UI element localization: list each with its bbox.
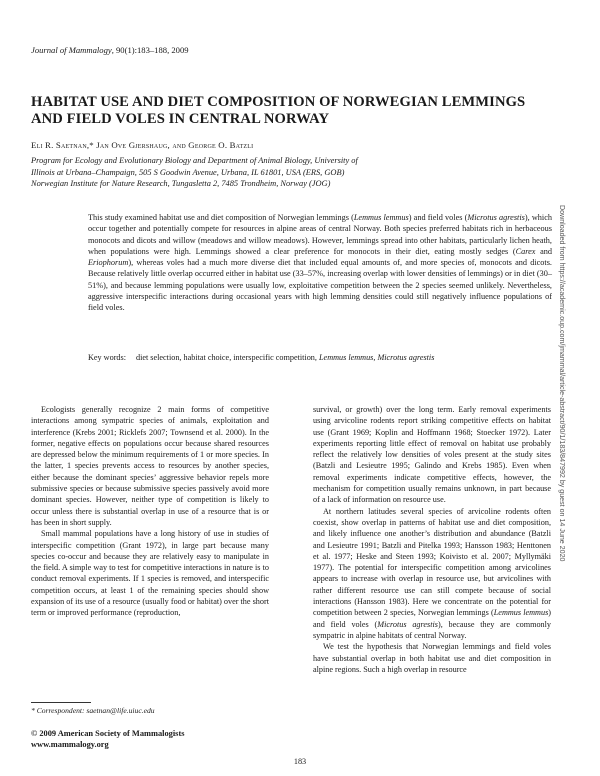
affiliation-line: Program for Ecology and Evolutionary Biology and Department of Animal Biology, University of bbox=[31, 156, 358, 165]
genus-name: Carex bbox=[515, 246, 536, 256]
keywords bbox=[88, 353, 552, 362]
genus-name: Eriophorum bbox=[88, 258, 129, 268]
body-text: At northern latitudes several species of arvicoline rodents often coexist, show overlap in patterns of habitat use and diet composition, and likely influence one another’s distribution and abundance (Batzli and Lesieutre 1991; Batzli and Pitelka 1993; Hansson 1983; Henttonen et al. 1977; Heske and Steen 1993; Koivisto et al. 2007; Myllymäki 1977). The potential for interspecific competition among arvicolines appears to increase with overlap in resource use, but arvicolines with rather different resource use can still compete because of social interactions (Hansson 1983). Here we concentrate on the potential for competition between 2 species, Norwegian lemmings ( bbox=[313, 506, 551, 618]
affiliations bbox=[31, 155, 551, 190]
society-website: www.mammalogy.org bbox=[31, 740, 109, 749]
keywords-text: diet selection, habitat choice, interspecific competition, bbox=[135, 353, 319, 362]
keyword-species: Lemmus lemmus bbox=[319, 353, 374, 362]
body-text: ) and field voles ( bbox=[313, 608, 551, 629]
abstract-text: and bbox=[535, 246, 552, 256]
species-name: Lemmus lemmus bbox=[493, 608, 549, 618]
correspondent-footnote: * Correspondent: saetnan@life.uiuc.edu bbox=[31, 706, 155, 715]
affiliation-line: Illinois at Urbana–Champaign, 505 S Goodwin Avenue, Urbana, IL 61801, USA (ERS, GOB) bbox=[31, 167, 345, 177]
body-paragraph: survival, or growth) over the long term. Early removal experiments using arvicoline rodents report striking competitive effects on habitat use (Grant 1969; Koplin and Hoffmann 1968; Stoecker 1972). Later experiments reporting little effect of removal on habitat use probably reflect the relatively low densities of voles present at the study sites (Batzli and Lesieutre 1995; Galindo and Krebs 1985). Even when removal experiments indicate competitive effects, however, the mechanism for competition usually remains unknown, in part because of a lack of information on resource use. bbox=[313, 405, 551, 505]
abstract-text: ) and field voles ( bbox=[408, 213, 468, 222]
journal-reference bbox=[31, 45, 189, 55]
authors-text: Eli R. Saetnan,* Jan Ove Gjershaug, and George O. Batzli bbox=[31, 140, 254, 150]
body-column-left bbox=[31, 404, 269, 619]
journal-issue: , 90(1):183–188, 2009 bbox=[111, 45, 189, 55]
keywords-label: Key words: bbox=[88, 353, 126, 362]
keyword-species: Microtus agrestis bbox=[377, 353, 435, 362]
body-paragraph bbox=[313, 506, 551, 642]
body-paragraph: We test the hypothesis that Norwegian lemmings and field voles have substantial overlap in both habitat use and diet composition in alpine regions. Such a high overlap in resource bbox=[313, 642, 551, 674]
author-list bbox=[31, 140, 253, 150]
abstract-text: ), whereas voles had a much more diverse diet that included equal amounts of, and more species of, monocots and dicots. Because relatively little overlap occurred either in habitat use (33–57%, increasing overlap with lower densities of lemmings) or in diet (30–51%), and because lemming populations were usually low, exploitative competition between the 2 species seemed unlikely. Nevertheless, aggressive interspecific interactions during occasional years with high lemming densities could still negatively influence populations of field voles. bbox=[88, 258, 552, 313]
species-name: Lemmus lemmus bbox=[353, 213, 409, 222]
species-name: Microtus agrestis bbox=[377, 619, 438, 629]
affiliation-line: Norwegian Institute for Nature Research, Tungasletta 2, 7485 Trondheim, Norway (JOG) bbox=[31, 179, 331, 189]
species-name: Microtus agrestis bbox=[467, 213, 525, 222]
footnote-divider bbox=[31, 702, 91, 703]
abstract bbox=[88, 212, 552, 314]
article-title: HABITAT USE AND DIET COMPOSITION OF NORWEGIAN LEMMINGS AND FIELD VOLES IN CENTRAL NORWAY bbox=[31, 94, 526, 127]
copyright-line: © 2009 American Society of Mammalogists bbox=[31, 729, 185, 738]
page-number: 183 bbox=[293, 757, 307, 766]
keywords-separator: , bbox=[373, 353, 378, 362]
copyright-block bbox=[31, 728, 185, 750]
body-column-right bbox=[313, 404, 551, 675]
body-paragraph: Small mammal populations have a long history of use in studies of interspecific competition (Grant 1972), in large part because many species co-occur and because they are relatively easy to manipulate in the field. A simple way to test for competitive interactions in nature is to conduct removal experiments. If 1 species is removed, and interspecific competition occurs, at least 1 of the remaining species should show expansion of its use of a resource (usually food or habitat) over the short term or improved performance (reproduction, bbox=[31, 529, 269, 618]
download-stamp: Downloaded from https://academic.oup.com/jmammal/article-abstract/90/1/183/847992 by guest on 14 June 2020 bbox=[558, 205, 566, 562]
body-paragraph: Ecologists generally recognize 2 main forms of competitive interactions among sympatric species of animals, exploitation and interference (Krebs 2001; Ricklefs 2007; Townsend et al. 2000). In the former, negative effects on populations occur because shared resources are depressed below the minimum requirements of 1 or more species. In the latter, 1 species prevents access to resources by another species, either because the dominant species’ aggressive behavior repels more submissive species or because submissive species passively avoid more dominant species. However, neither type of competition is likely to occur unless there is substantial overlap in use of a resource that is or has been in short supply. bbox=[31, 405, 269, 527]
body-text: ), because they are commonly sympatric in alpine habitats of central Norway. bbox=[313, 619, 551, 640]
journal-name: Journal of Mammalogy bbox=[31, 45, 112, 55]
abstract-text: ), which occur together and potentially compete for resources in alpine areas of central Norway. Both species preferred habitats rich in herbaceous monocots and dicots and willow (meadows and willow meadows). However, lemmings spread into other habitats, particularly lichen heath, when populations were high. Lemmings showed a clear preference for monocots in their diet, eating mostly sedges ( bbox=[88, 213, 552, 256]
abstract-text: This study examined habitat use and diet composition of Norwegian lemmings ( bbox=[88, 213, 354, 222]
